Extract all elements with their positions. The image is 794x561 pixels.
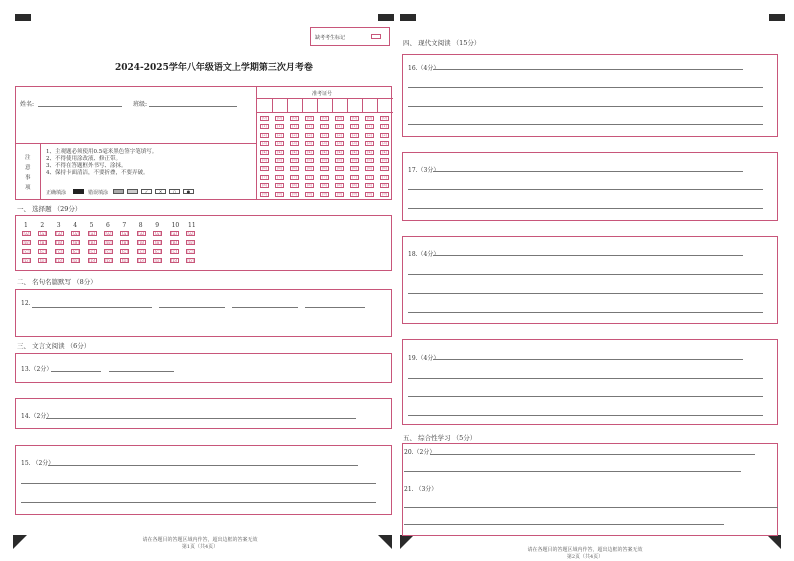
exam-number-grid: [256, 87, 392, 200]
choice-bubble[interactable]: [C]: [105, 249, 112, 254]
q18-line-1[interactable]: [433, 255, 743, 256]
exam-number-column-separator: [287, 98, 288, 112]
choice-bubble[interactable]: [D]: [39, 258, 47, 263]
q13-line-1[interactable]: [51, 371, 101, 372]
exam-number-bubble[interactable]: [9]: [305, 192, 314, 197]
choice-bubble[interactable]: [D]: [88, 258, 96, 263]
q12-line-1[interactable]: [32, 307, 92, 308]
section-recite-title: 二、 名句名篇默写 （8分）: [17, 278, 97, 286]
q15-box: [15, 445, 392, 515]
exam-number-bubble[interactable]: [3]: [290, 141, 299, 146]
exam-number-bubble[interactable]: [8]: [320, 183, 329, 188]
name-label: 姓名:: [20, 101, 35, 108]
q15-line-1[interactable]: [48, 465, 358, 466]
choice-bubble[interactable]: [C]: [23, 249, 30, 254]
exam-number-bubble[interactable]: [8]: [365, 183, 374, 188]
exam-number-bubble[interactable]: [3]: [320, 141, 329, 146]
choice-number: 6: [106, 222, 110, 229]
q14-label: 14.（2分）: [21, 413, 53, 420]
exam-number-bubble[interactable]: [2]: [290, 133, 299, 138]
exam-number-column-separator: [377, 98, 378, 112]
q20-line-1[interactable]: [430, 454, 755, 455]
notice-divider: [40, 143, 41, 200]
exam-number-bubble[interactable]: [4]: [350, 150, 359, 155]
choice-bubble[interactable]: [B]: [138, 240, 145, 245]
choice-bubble[interactable]: [B]: [56, 240, 63, 245]
choice-bubble[interactable]: [D]: [121, 258, 129, 263]
q12-line-5[interactable]: [305, 307, 365, 308]
choice-bubble[interactable]: [A]: [23, 231, 30, 236]
choice-bubble[interactable]: [C]: [56, 249, 63, 254]
exam-number-bubble[interactable]: [4]: [380, 150, 389, 155]
choice-bubble[interactable]: [A]: [56, 231, 63, 236]
exam-number-bubble[interactable]: [2]: [350, 133, 359, 138]
exam-number-bubble[interactable]: [9]: [275, 192, 284, 197]
choice-bubble[interactable]: [C]: [171, 249, 178, 254]
exam-number-bubble[interactable]: [1]: [320, 124, 329, 129]
exam-number-bubble[interactable]: [5]: [305, 158, 314, 163]
q12-line-4[interactable]: [232, 307, 298, 308]
exam-number-bubble[interactable]: [9]: [290, 192, 299, 197]
exam-number-bubble[interactable]: [8]: [380, 183, 389, 188]
choice-number: 2: [40, 222, 45, 229]
notice-header: 注 意 事 项: [25, 155, 31, 191]
q19-line-3[interactable]: [408, 396, 763, 397]
exam-number-bubble[interactable]: [1]: [350, 124, 359, 129]
exam-number-bubble[interactable]: [7]: [260, 175, 269, 180]
exam-number-bubble[interactable]: [2]: [275, 133, 284, 138]
q19-line-4[interactable]: [408, 415, 763, 416]
choice-bubble[interactable]: [A]: [105, 231, 112, 236]
q17-line-1[interactable]: [433, 171, 743, 172]
q18-line-4[interactable]: [408, 312, 763, 313]
q16-line-4[interactable]: [408, 124, 763, 125]
exam-number-bubble[interactable]: [0]: [260, 116, 269, 121]
exam-number-bubble[interactable]: [9]: [350, 192, 359, 197]
exam-number-bubble[interactable]: [3]: [275, 141, 284, 146]
fill-wrong-sample-3: ✓: [141, 189, 152, 194]
q15-line-3[interactable]: [21, 502, 376, 503]
q18-line-2[interactable]: [408, 274, 763, 275]
choice-number: 5: [89, 222, 94, 229]
exam-number-bubble[interactable]: [4]: [260, 150, 269, 155]
exam-number-bubble[interactable]: [8]: [305, 183, 314, 188]
q18-label: 18.（4分）: [408, 251, 440, 258]
footer-left: 请在各题目的答题区域内作答，超出边框的答案无效 第1页（共4页）: [142, 537, 258, 550]
class-field[interactable]: [149, 106, 237, 107]
exam-number-bubble[interactable]: [2]: [260, 133, 269, 138]
corner-triangle-bottom-right: [767, 535, 781, 549]
corner-mark-top-center-right: [400, 14, 416, 21]
choice-bubble[interactable]: [D]: [154, 258, 161, 263]
info-box: [15, 86, 392, 200]
choice-bubble[interactable]: [C]: [89, 249, 96, 254]
recite-box: [15, 289, 392, 337]
choice-bubble[interactable]: [B]: [39, 240, 46, 245]
exam-number-bubble[interactable]: [7]: [350, 175, 359, 180]
exam-number-bubble[interactable]: [8]: [350, 183, 359, 188]
exam-number-bubble[interactable]: [9]: [380, 192, 389, 197]
q20-21-box: [402, 443, 778, 536]
exam-number-bubble[interactable]: [1]: [365, 124, 374, 129]
q19-line-2[interactable]: [408, 378, 763, 379]
exam-number-bubble[interactable]: [6]: [275, 166, 284, 171]
fill-correct-sample: [73, 189, 84, 194]
exam-number-bubble[interactable]: [3]: [365, 141, 374, 146]
exam-number-bubble[interactable]: [8]: [275, 183, 284, 188]
exam-number-bubble[interactable]: [2]: [380, 133, 389, 138]
exam-number-bubble[interactable]: [9]: [260, 192, 269, 197]
choice-bubble[interactable]: [B]: [105, 240, 112, 245]
exam-number-bubble[interactable]: [6]: [335, 166, 344, 171]
exam-number-bubble[interactable]: [5]: [275, 158, 284, 163]
exam-number-bubble[interactable]: [8]: [260, 183, 269, 188]
section-classical-title: 三、 文言文阅读 （6分）: [17, 342, 91, 350]
exam-number-bubble[interactable]: [4]: [290, 150, 299, 155]
exam-number-bubble[interactable]: [9]: [335, 192, 344, 197]
exam-number-bubble[interactable]: [9]: [365, 192, 374, 197]
q20-line-2[interactable]: [404, 471, 741, 472]
exam-number-bubble[interactable]: [5]: [350, 158, 359, 163]
choice-number: 8: [138, 222, 143, 229]
exam-number-bubble[interactable]: [0]: [320, 116, 329, 121]
q21-line-2[interactable]: [404, 524, 724, 525]
exam-number-column-separator: [302, 98, 303, 112]
choice-bubble[interactable]: [B]: [154, 240, 161, 245]
exam-number-bubble[interactable]: [7]: [335, 175, 344, 180]
exam-number-bubble[interactable]: [6]: [290, 166, 299, 171]
exam-number-bubble[interactable]: [4]: [335, 150, 344, 155]
choice-bubble[interactable]: [A]: [89, 231, 96, 236]
choice-number: 1: [24, 222, 28, 229]
q19-label: 19.（4分）: [408, 355, 440, 362]
exam-number-bubble[interactable]: [5]: [380, 158, 389, 163]
exam-number-bubble[interactable]: [5]: [365, 158, 374, 163]
exam-number-bubble[interactable]: [7]: [365, 175, 374, 180]
exam-number-bubble[interactable]: [3]: [335, 141, 344, 146]
q18-line-3[interactable]: [408, 293, 763, 294]
exam-number-bubble[interactable]: [1]: [290, 124, 299, 129]
q17-line-3[interactable]: [408, 208, 763, 209]
choice-bubble[interactable]: [D]: [187, 258, 194, 263]
absent-mark-label: 缺考考生标记: [315, 35, 346, 41]
exam-number-bubble[interactable]: [0]: [305, 116, 314, 121]
section-comprehensive-title: 五、 综合性学习 （5分）: [403, 434, 477, 442]
section-modern-title: 四、 现代文阅读 （15分）: [403, 39, 481, 47]
exam-number-bubble[interactable]: [7]: [290, 175, 299, 180]
exam-number-bubble[interactable]: [2]: [365, 133, 374, 138]
exam-number-bubble[interactable]: [3]: [260, 141, 269, 146]
exam-number-bubble[interactable]: [0]: [275, 116, 284, 121]
q12-label: 12.: [21, 300, 31, 307]
exam-number-bubble[interactable]: [2]: [305, 133, 314, 138]
exam-number-bubble[interactable]: [1]: [260, 124, 269, 129]
q16-line-2[interactable]: [408, 87, 763, 88]
choice-bubble[interactable]: [C]: [138, 249, 145, 254]
q16-line-1[interactable]: [433, 69, 743, 70]
choice-bubble[interactable]: [A]: [154, 231, 161, 236]
q14-box: [15, 398, 392, 429]
exam-number-column-separator: [347, 98, 348, 112]
q14-line-1[interactable]: [46, 418, 356, 419]
absent-mark-box: [310, 27, 390, 46]
q13-box: [15, 353, 392, 383]
exam-number-bubble[interactable]: [0]: [335, 116, 344, 121]
fill-wrong-sample-2: [127, 189, 138, 194]
q17-box: [402, 152, 778, 221]
q21-line-1[interactable]: [404, 507, 778, 508]
exam-number-bubble[interactable]: [0]: [380, 116, 389, 121]
exam-number-bubble[interactable]: [5]: [260, 158, 269, 163]
corner-triangle-bottom-center-left: [378, 535, 392, 549]
choice-bubble[interactable]: [A]: [39, 231, 46, 236]
corner-mark-top-left: [15, 14, 31, 21]
q19-line-1[interactable]: [433, 359, 743, 360]
exam-number-bubble[interactable]: [6]: [365, 166, 374, 171]
choice-bubble[interactable]: [C]: [154, 249, 161, 254]
q17-line-2[interactable]: [408, 189, 763, 190]
exam-number-column-separator: [332, 98, 333, 112]
choice-bubble[interactable]: [C]: [72, 249, 79, 254]
name-field[interactable]: [38, 106, 122, 107]
choice-bubble[interactable]: [D]: [23, 258, 30, 263]
choice-bubble[interactable]: [B]: [121, 240, 128, 245]
choice-bubble[interactable]: [A]: [138, 231, 145, 236]
exam-number-bubble[interactable]: [6]: [260, 166, 269, 171]
section-choice-title: 一、 选择题 （29分）: [17, 205, 82, 213]
exam-number-bubble[interactable]: [6]: [305, 166, 314, 171]
exam-number-bubble[interactable]: [6]: [380, 166, 389, 171]
exam-number-bubble[interactable]: [7]: [305, 175, 314, 180]
class-label: 班级:: [133, 101, 148, 108]
exam-number-bubble[interactable]: [1]: [380, 124, 389, 129]
exam-number-bubble[interactable]: [7]: [380, 175, 389, 180]
choice-bubble[interactable]: [A]: [187, 231, 194, 236]
exam-number-bubble[interactable]: [5]: [320, 158, 329, 163]
exam-number-bubble[interactable]: [0]: [365, 116, 374, 121]
exam-number-bubble[interactable]: [4]: [320, 150, 329, 155]
exam-number-label: 准考证号: [312, 91, 333, 97]
choice-bubble[interactable]: [D]: [72, 258, 79, 263]
exam-number-bubble[interactable]: [4]: [305, 150, 314, 155]
exam-number-column-separator: [272, 98, 273, 112]
q16-label: 16.（4分）: [408, 65, 440, 72]
exam-number-bubble[interactable]: [1]: [305, 124, 314, 129]
choice-box: [15, 215, 392, 271]
corner-triangle-bottom-center-right: [400, 535, 414, 549]
info-divider: [16, 143, 256, 144]
exam-number-bubble[interactable]: [2]: [320, 133, 329, 138]
exam-number-bubble[interactable]: [4]: [365, 150, 374, 155]
footer-right: 请在各题目的答题区域内作答，超出边框的答案无效 第2页（共4页）: [527, 547, 643, 560]
choice-bubble[interactable]: [C]: [187, 249, 194, 254]
choice-bubble[interactable]: [B]: [72, 240, 79, 245]
q13-line-2[interactable]: [109, 371, 174, 372]
q17-label: 17.（3分）: [408, 167, 440, 174]
choice-bubble[interactable]: [D]: [138, 258, 145, 263]
exam-number-bubble[interactable]: [6]: [350, 166, 359, 171]
exam-number-bubble[interactable]: [9]: [320, 192, 329, 197]
page-title: 2024-2025学年八年级语文上学期第三次月考卷: [115, 63, 313, 73]
exam-number-bubble[interactable]: [8]: [290, 183, 299, 188]
choice-bubble[interactable]: [B]: [171, 240, 178, 245]
choice-number: 7: [122, 222, 127, 229]
choice-number: 10: [171, 222, 180, 229]
fill-wrong-sample-4: ✕: [155, 189, 166, 194]
notice-lines: 1、主观题必须使用0.5毫米黑色签字笔填写。 2、不得使用涂改液、修正带。 3、不得在答题框外书写、涂抹。 4、保持卡面清洁，不要折叠，不要弄破。: [46, 149, 158, 176]
choice-bubble[interactable]: [C]: [121, 249, 128, 254]
exam-number-bubble[interactable]: [0]: [290, 116, 299, 121]
q13-label: 13.（2分）: [21, 366, 53, 373]
q12-line-3[interactable]: [159, 307, 225, 308]
exam-number-bubble[interactable]: [3]: [380, 141, 389, 146]
q12-line-2[interactable]: [86, 307, 152, 308]
corner-mark-top-right: [769, 14, 785, 21]
choice-bubble[interactable]: [D]: [170, 258, 178, 263]
fill-wrong-sample-6: ●: [183, 189, 194, 194]
choice-bubble[interactable]: [B]: [23, 240, 30, 245]
choice-bubble[interactable]: [A]: [171, 231, 178, 236]
choice-number: 11: [188, 222, 196, 229]
exam-number-bubble[interactable]: [0]: [350, 116, 359, 121]
exam-number-bubble[interactable]: [8]: [335, 183, 344, 188]
exam-number-bubble[interactable]: [4]: [275, 150, 284, 155]
exam-number-write-row-line: [257, 112, 393, 113]
q15-line-2[interactable]: [21, 483, 376, 484]
exam-number-bubble[interactable]: [7]: [320, 175, 329, 180]
choice-number: 9: [155, 222, 160, 229]
exam-number-column-separator: [362, 98, 363, 112]
exam-number-bubble[interactable]: [1]: [275, 124, 284, 129]
choice-bubble[interactable]: [C]: [39, 249, 46, 254]
q18-box: [402, 236, 778, 324]
fill-wrong-sample-1: [113, 189, 124, 194]
choice-number: 3: [56, 222, 61, 229]
corner-mark-top-center-left: [378, 14, 394, 21]
choice-bubble[interactable]: [A]: [121, 231, 128, 236]
choice-bubble[interactable]: [A]: [72, 231, 79, 236]
exam-number-bubble[interactable]: [7]: [275, 175, 284, 180]
exam-number-bubble[interactable]: [5]: [290, 158, 299, 163]
exam-number-bubble[interactable]: [2]: [335, 133, 344, 138]
q21-label: 21. （3分）: [404, 486, 438, 493]
corner-triangle-bottom-left: [13, 535, 27, 549]
fill-wrong-sample-5: ○: [169, 189, 180, 194]
absent-mark-checkbox[interactable]: [371, 34, 381, 39]
q16-line-3[interactable]: [408, 106, 763, 107]
choice-number: 4: [73, 222, 78, 229]
q15-label: 15. （2分）: [21, 460, 55, 467]
exam-number-column-separator: [317, 98, 318, 112]
q20-label: 20.（2分）: [404, 449, 436, 456]
q19-box: [402, 339, 778, 425]
choice-bubble[interactable]: [D]: [105, 258, 112, 263]
exam-number-bubble[interactable]: [5]: [335, 158, 344, 163]
exam-number-bubble[interactable]: [6]: [320, 166, 329, 171]
exam-number-bubble[interactable]: [3]: [350, 141, 359, 146]
choice-bubble[interactable]: [B]: [187, 240, 194, 245]
exam-number-bubble[interactable]: [3]: [305, 141, 314, 146]
fill-wrong-label: 错误填涂: [88, 190, 109, 196]
choice-bubble[interactable]: [D]: [56, 258, 63, 263]
exam-number-header-line: [257, 98, 393, 99]
q16-box: [402, 54, 778, 137]
choice-bubble[interactable]: [B]: [89, 240, 96, 245]
exam-number-bubble[interactable]: [1]: [335, 124, 344, 129]
fill-correct-label: 正确填涂: [46, 190, 67, 196]
